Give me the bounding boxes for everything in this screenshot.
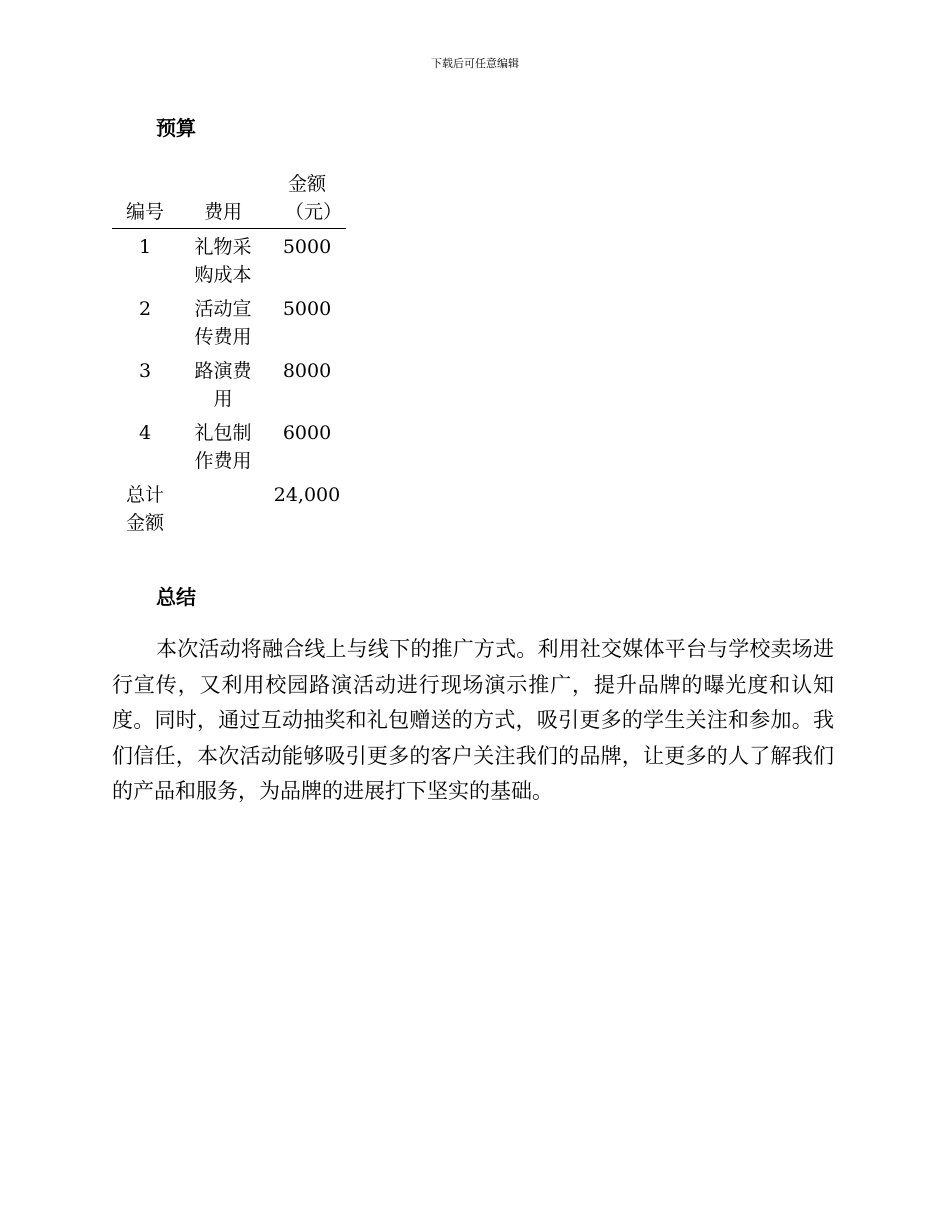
row-amount: 8000 bbox=[282, 360, 332, 382]
summary-paragraph: 本次活动将融合线上与线下的推广方式。利用社交媒体平台与学校卖场进行宣传，又利用校园路演活动进行现场演示推广，提升品牌的曝光度和认知度。同时，通过互动抽奖和礼包赠送的方式，吸引更多的学生关注和参加。我们信任，本次活动能够吸引更多的客户关注我们的品牌，让更多的人了解我们的产品和服务，为品牌的进展打下坚实的基础。 bbox=[112, 637, 834, 803]
budget-heading: 预算 bbox=[156, 116, 196, 140]
page-header-note: 下载后可任意编辑 bbox=[431, 57, 519, 70]
budget-table bbox=[112, 170, 346, 539]
summary-heading: 总结 bbox=[156, 585, 196, 609]
row-amount: 6000 bbox=[282, 422, 332, 444]
row-item-text: 活动宣传费用 bbox=[194, 298, 252, 348]
row-item bbox=[178, 229, 268, 292]
column-header-item: 费用 bbox=[178, 170, 268, 229]
row-item bbox=[178, 353, 268, 415]
total-label bbox=[112, 477, 178, 539]
row-item bbox=[178, 415, 268, 477]
row-item-text: 路演费用 bbox=[194, 360, 252, 410]
column-header-number: 编号 bbox=[112, 170, 178, 229]
row-amount: 5000 bbox=[282, 298, 332, 320]
row-number: 3 bbox=[138, 360, 152, 382]
table-row bbox=[112, 353, 346, 415]
column-header-amount-text: 金额（元） bbox=[285, 173, 343, 223]
row-amount: 5000 bbox=[282, 236, 332, 258]
total-label-text: 总计金额 bbox=[125, 484, 164, 534]
row-item bbox=[178, 291, 268, 353]
row-number: 1 bbox=[138, 236, 152, 258]
table-total-row bbox=[112, 477, 346, 539]
table-row bbox=[112, 229, 346, 292]
column-header-amount bbox=[268, 170, 346, 229]
table-row bbox=[112, 415, 346, 477]
total-item-empty bbox=[178, 477, 268, 539]
row-item-text: 礼物采购成本 bbox=[194, 236, 252, 286]
budget-table-header-row bbox=[112, 170, 346, 229]
row-item-text: 礼包制作费用 bbox=[194, 422, 252, 472]
total-amount: 24,000 bbox=[273, 484, 341, 506]
row-number: 4 bbox=[138, 422, 152, 444]
row-number: 2 bbox=[138, 298, 152, 320]
table-row bbox=[112, 291, 346, 353]
